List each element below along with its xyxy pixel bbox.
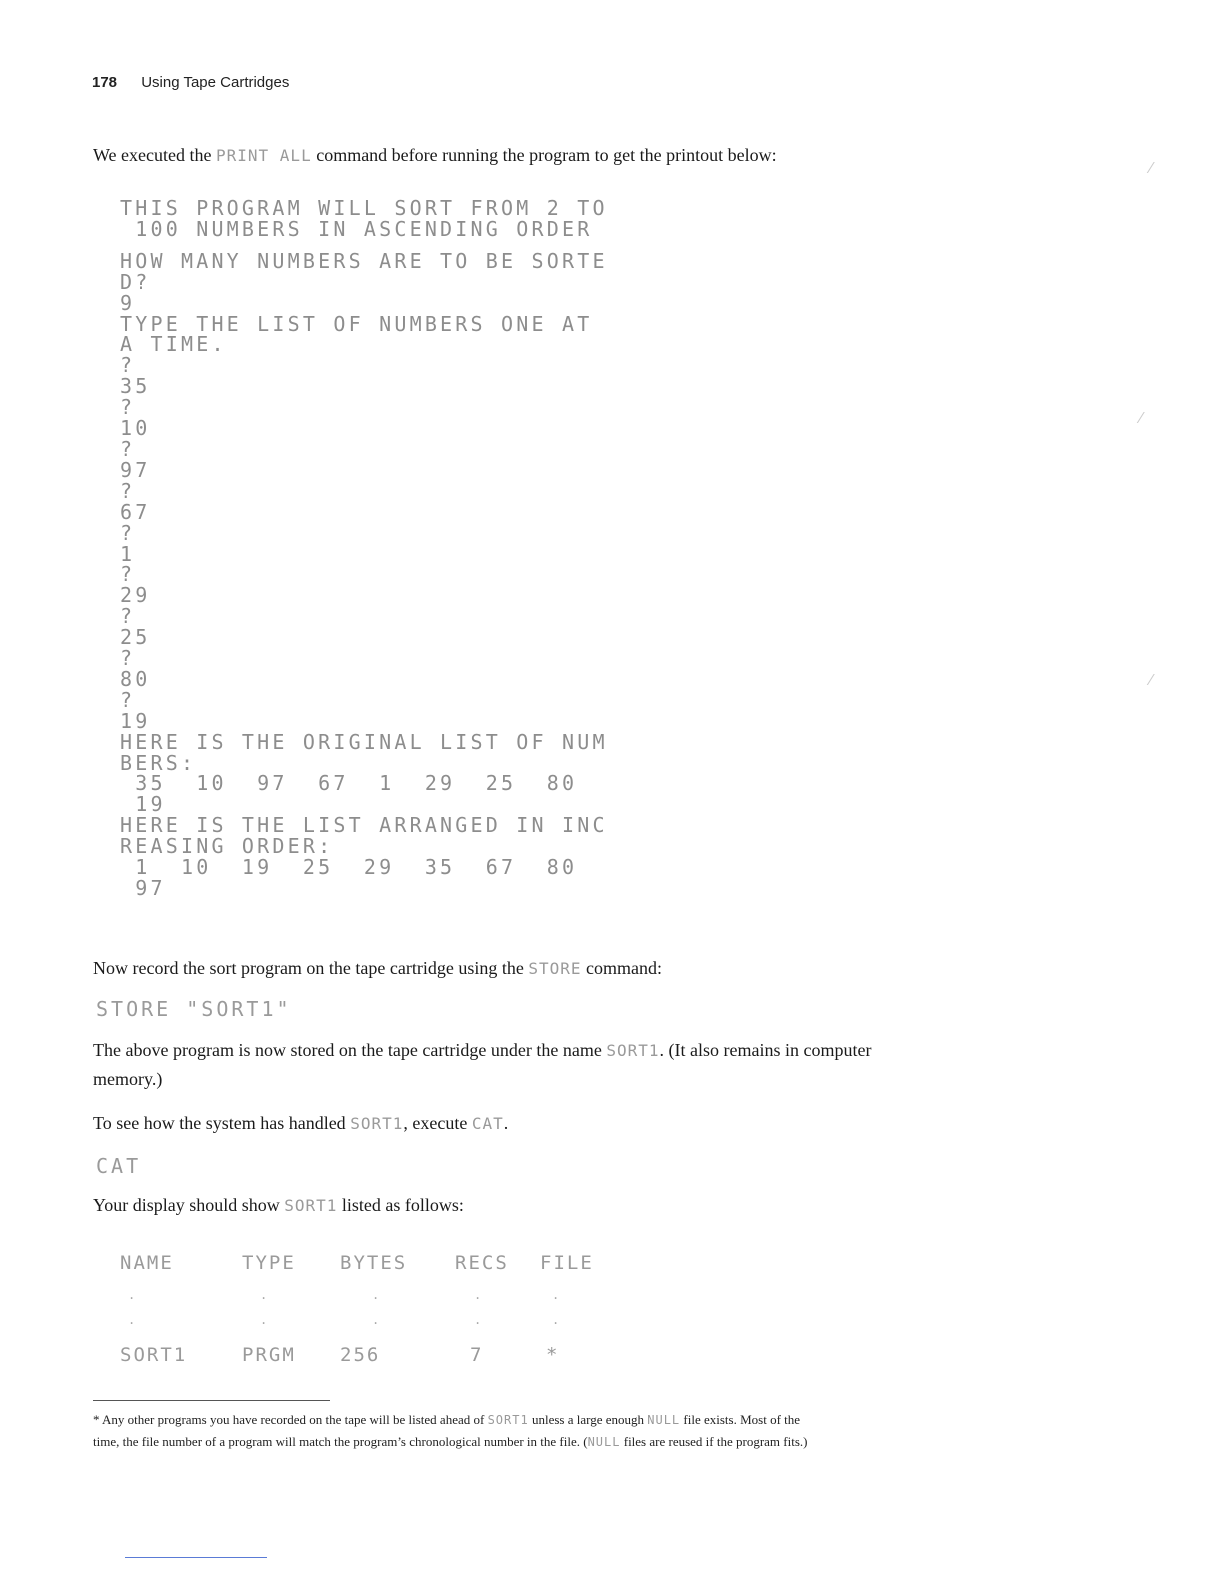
ellipsis-row — [120, 1313, 740, 1338]
dot: . — [474, 1288, 482, 1302]
printout-line: ? — [120, 353, 136, 378]
bottom-rule — [125, 1557, 267, 1558]
printout-line: ? — [120, 646, 136, 671]
printout-line: 1 — [120, 541, 136, 566]
printout-line: ? — [120, 436, 136, 461]
page-number: 178 — [92, 74, 118, 91]
dot: . — [372, 1288, 380, 1302]
sort1-name: SORT1 — [350, 1114, 404, 1133]
dot: . — [552, 1313, 560, 1327]
printout-line: 35 — [120, 374, 151, 399]
entry-bytes: 256 — [340, 1344, 381, 1366]
store-text-end: command: — [581, 958, 663, 978]
stored-text-line2: memory.) — [93, 1069, 163, 1089]
cat-text-end: . — [503, 1113, 509, 1133]
intro-paragraph — [93, 145, 1093, 166]
footnote-divider — [93, 1400, 330, 1401]
margin-mark: ⁄ — [1150, 672, 1153, 689]
printout-line: HOW MANY NUMBERS ARE TO BE SORTE — [120, 248, 608, 273]
store-text: Now record the sort program on the tape cartridge using the — [93, 958, 529, 978]
program-printout — [120, 198, 608, 899]
printout-line: 67 — [120, 499, 151, 524]
printout-line: 1 10 19 25 29 35 67 80 — [120, 855, 578, 880]
stored-paragraph — [93, 1036, 1093, 1094]
sort1-name: SORT1 — [487, 1413, 529, 1427]
catalog-header-row — [120, 1252, 740, 1284]
footnote-text: unless a large enough — [528, 1412, 648, 1427]
printout-line: ? — [120, 604, 136, 629]
printout-line: 97 — [120, 457, 151, 482]
printout-line: 80 — [120, 666, 151, 691]
store-keyword: STORE — [528, 959, 582, 978]
margin-mark: ⁄ — [1140, 410, 1143, 427]
printout-line: 19 — [120, 708, 151, 733]
col-header-file: FILE — [540, 1252, 594, 1274]
printout-line: 97 — [120, 876, 166, 900]
intro-text: We executed the — [93, 145, 216, 165]
print-all-command: PRINT ALL — [216, 146, 312, 165]
printout-line: BERS: — [120, 750, 197, 775]
display-text-end: listed as follows: — [337, 1195, 464, 1215]
footnote — [93, 1409, 1003, 1453]
entry-name: SORT1 — [120, 1344, 188, 1366]
printout-line: 9 — [120, 290, 136, 315]
entry-recs: 7 — [470, 1344, 484, 1366]
dot: . — [260, 1313, 268, 1327]
printout-line: 35 10 97 67 1 29 25 80 — [120, 771, 578, 796]
printout-line: REASING ORDER: — [120, 834, 334, 859]
printout-line: HERE IS THE LIST ARRANGED IN INC — [120, 813, 608, 838]
sort1-name: SORT1 — [606, 1041, 660, 1060]
entry-file: * — [546, 1344, 560, 1366]
printout-line: ? — [120, 687, 136, 712]
col-header-name: NAME — [120, 1252, 174, 1274]
margin-mark: ⁄ — [1150, 160, 1153, 177]
printout-line: 25 — [120, 625, 151, 650]
intro-text-end: command before running the program to get the printout below: — [311, 145, 777, 165]
sort1-name: SORT1 — [284, 1196, 338, 1215]
col-header-type: TYPE — [242, 1252, 296, 1274]
cat-paragraph — [93, 1113, 1093, 1134]
printout-line: HERE IS THE ORIGINAL LIST OF NUM — [120, 729, 608, 754]
dot: . — [260, 1288, 268, 1302]
dot: . — [372, 1313, 380, 1327]
printout-line: THIS PROGRAM WILL SORT FROM 2 TO — [120, 196, 608, 220]
cat-keyword: CAT — [471, 1114, 504, 1133]
store-command: STORE "SORT1" — [96, 997, 292, 1021]
printout-line: ? — [120, 478, 136, 503]
catalog-listing — [120, 1252, 740, 1376]
stored-text: The above program is now stored on the tape cartridge under the name — [93, 1040, 607, 1060]
dot: . — [474, 1313, 482, 1327]
cat-text-mid: , execute — [403, 1113, 472, 1133]
printout-line: ? — [120, 395, 136, 420]
col-header-recs: RECS — [455, 1252, 509, 1274]
catalog-entry-row — [120, 1344, 740, 1376]
display-paragraph — [93, 1195, 1093, 1216]
null-keyword: NULL — [647, 1413, 681, 1427]
printout-line: 29 — [120, 583, 151, 608]
dot: . — [128, 1288, 136, 1302]
printout-line: TYPE THE LIST OF NUMBERS ONE AT — [120, 311, 593, 336]
entry-type: PRGM — [242, 1344, 296, 1366]
printout-line: 100 NUMBERS IN ASCENDING ORDER — [120, 216, 593, 241]
footnote-text: files are reused if the program fits.) — [620, 1434, 808, 1449]
printout-line: 10 — [120, 416, 151, 441]
footnote-text: time, the file number of a program will match the program’s chronological number in the file. ( — [93, 1434, 588, 1449]
cat-text: To see how the system has handled — [93, 1113, 351, 1133]
dot: . — [128, 1313, 136, 1327]
dot: . — [552, 1288, 560, 1302]
printout-line: D? — [120, 269, 151, 294]
ellipsis-row — [120, 1288, 740, 1313]
display-text: Your display should show — [93, 1195, 285, 1215]
footnote-text: Any other programs you have recorded on the tape will be listed ahead of — [99, 1412, 488, 1427]
printout-line: 19 — [120, 792, 166, 817]
col-header-bytes: BYTES — [340, 1252, 408, 1274]
cat-command: CAT — [96, 1154, 142, 1178]
stored-text-end: . (It also remains in computer — [659, 1040, 872, 1060]
null-keyword: NULL — [587, 1435, 621, 1449]
printout-line: A TIME. — [120, 332, 227, 357]
page-header — [92, 74, 289, 91]
store-paragraph — [93, 958, 1093, 979]
printout-line: ? — [120, 562, 136, 587]
footnote-text: file exists. Most of the — [680, 1412, 801, 1427]
printout-line: ? — [120, 520, 136, 545]
footnote-marker: * — [93, 1412, 100, 1427]
running-title: Using Tape Cartridges — [141, 74, 290, 91]
